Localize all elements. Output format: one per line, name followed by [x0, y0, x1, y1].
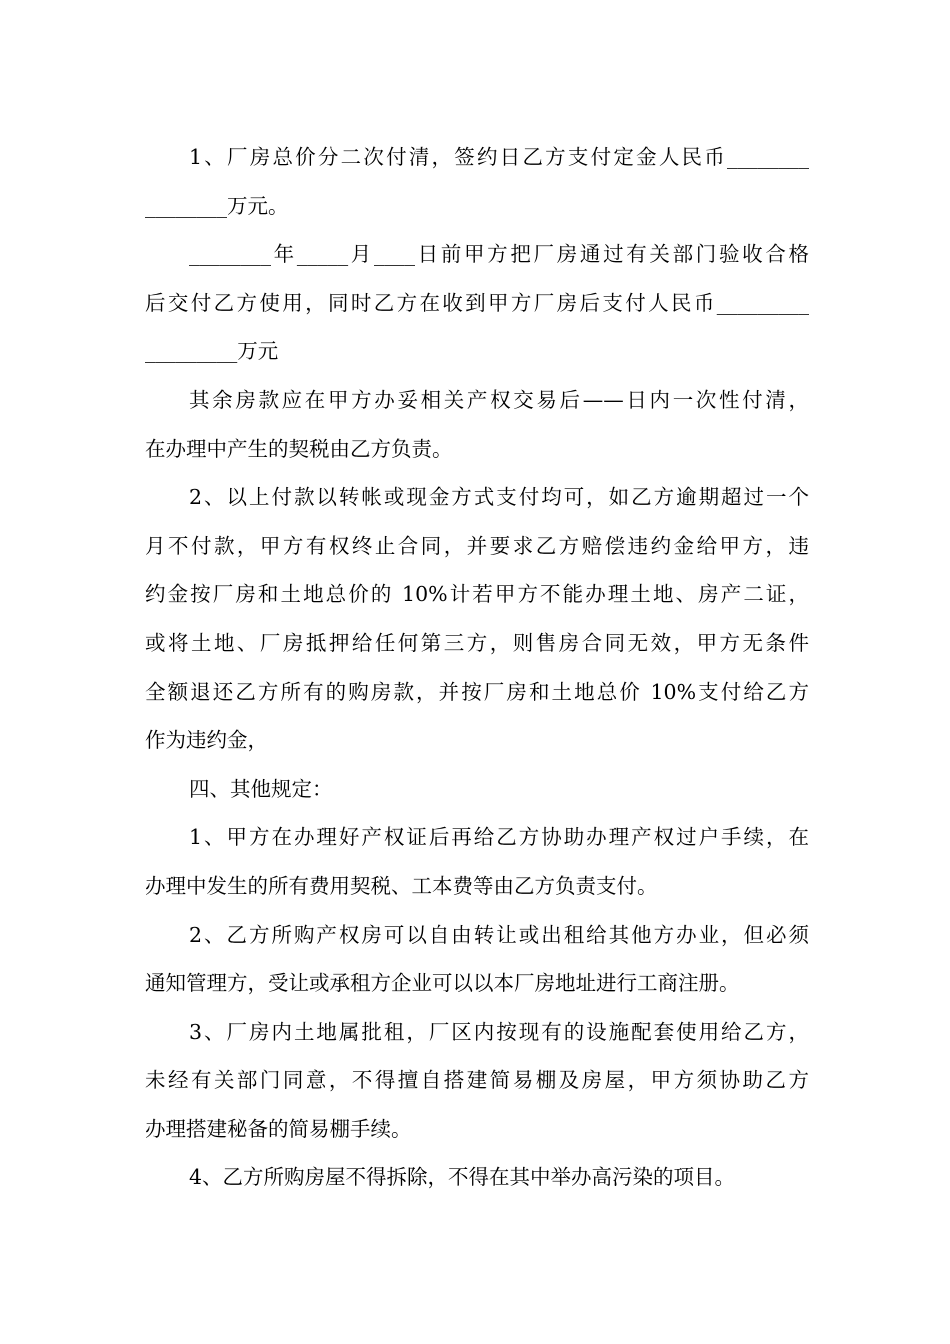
text-line: ________万元。: [145, 193, 289, 218]
text-line: ________年_____月____日前甲方把厂房通过有关部门验收合格: [189, 242, 809, 267]
text-line: 办理搭建秘备的简易棚手续。: [145, 1116, 412, 1141]
text-line: 全额退还乙方所有的购房款，并按厂房和土地总价 10%支付给乙方: [145, 679, 809, 704]
paragraph-remaining-payment: [145, 376, 809, 473]
document-body: [145, 133, 809, 1202]
text-line: 通知管理方，受让或承租方企业可以以本厂房地址进行工商注册。: [145, 971, 740, 996]
text-line: 1、甲方在办理好产权证后再给乙方协助办理产权过户手续，在: [189, 825, 809, 850]
text-line: 作为违约金，: [145, 728, 268, 753]
text-line: 未经有关部门同意，不得擅自搭建简易棚及房屋，甲方须协助乙方: [145, 1068, 809, 1093]
text-line: 办理中发生的所有费用契税、工本费等由乙方负责支付。: [145, 873, 658, 898]
section-heading: 四、其他规定：: [189, 776, 333, 801]
text-line: _________万元: [145, 339, 279, 364]
section-heading-other-provisions: [145, 765, 809, 814]
paragraph-no-demolition: [145, 1153, 809, 1202]
text-line: 或将土地、厂房抵押给任何第三方，则售房合同无效，甲方无条件: [145, 630, 809, 655]
paragraph-resale-lease: [145, 911, 809, 1008]
paragraph-payment-handover: [145, 230, 809, 376]
text-line: 4、乙方所购房屋不得拆除，不得在其中举办高污染的项目。: [189, 1165, 736, 1190]
paragraph-payment-deposit: [145, 133, 809, 230]
text-line: 1、厂房总价分二次付清，签约日乙方支付定金人民币________: [189, 145, 809, 169]
paragraph-land-lease: [145, 1008, 809, 1154]
text-line: 后交付乙方使用，同时乙方在收到甲方厂房后支付人民币_________: [145, 290, 809, 315]
text-line: 2、乙方所购产权房可以自由转让或出租给其他方办业，但必须: [189, 922, 809, 947]
text-line: 约金按厂房和土地总价的 10%计若甲方不能办理土地、房产二证，: [145, 582, 809, 607]
text-line: 月不付款，甲方有权终止合同，并要求乙方赔偿违约金给甲方，违: [145, 533, 809, 558]
paragraph-payment-method-penalty: [145, 473, 809, 765]
text-line: 其余房款应在甲方办妥相关产权交易后——日内一次性付清，: [189, 387, 809, 412]
paragraph-property-transfer: [145, 813, 809, 910]
text-line: 在办理中产生的契税由乙方负责。: [145, 436, 453, 461]
text-line: 2、以上付款以转帐或现金方式支付均可，如乙方逾期超过一个: [189, 485, 809, 510]
text-line: 3、厂房内土地属批租，厂区内按现有的设施配套使用给乙方，: [189, 1019, 809, 1044]
